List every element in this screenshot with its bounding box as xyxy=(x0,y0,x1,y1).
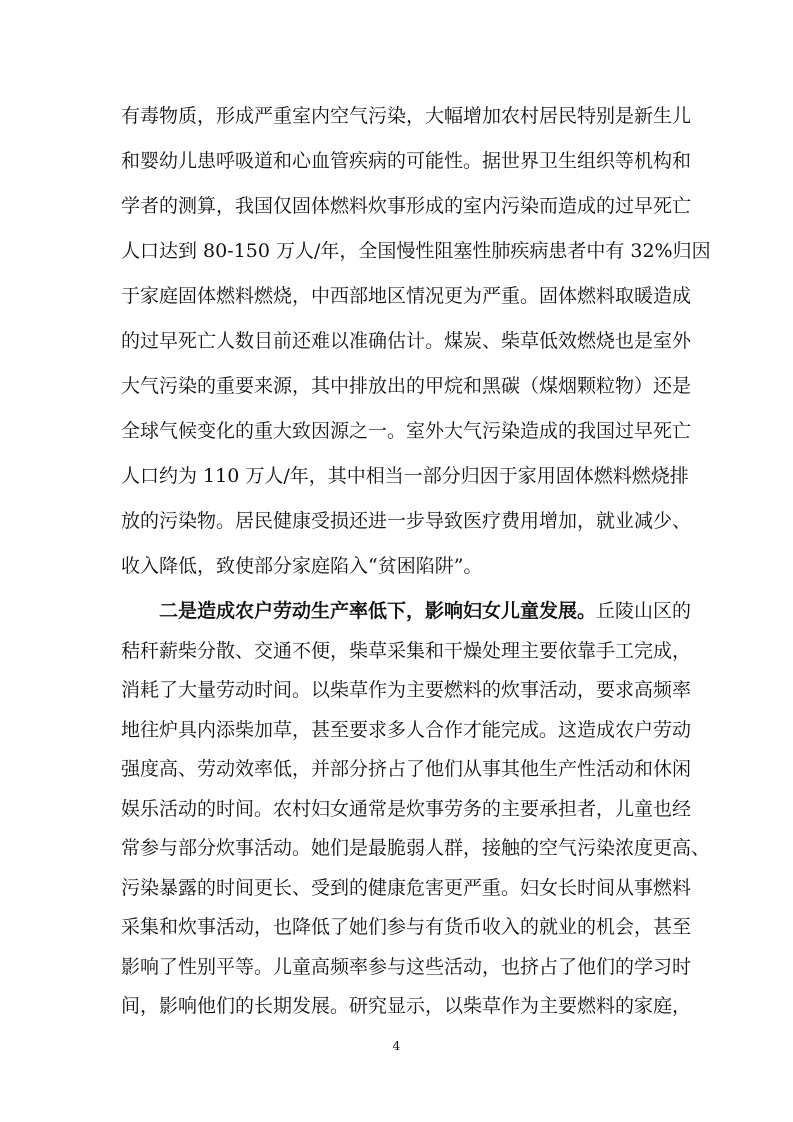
paragraph-2-line-6: 娱乐活动的时间。农村妇女通常是炊事劳务的主要承担者，儿童也经 xyxy=(121,797,692,820)
paragraph-2-line-7: 常参与部分炊事活动。她们是最脆弱人群，接触的空气污染浓度更高、 xyxy=(121,837,711,859)
paragraph-1-line-3: 学者的测算，我国仅固体燃料炊事形成的室内污染而造成的过早死亡 xyxy=(121,195,692,217)
paragraph-2-line-3: 消耗了大量劳动时间。以柴草作为主要燃料的炊事活动，要求高频率 xyxy=(121,679,692,701)
paragraph-2-line-11: 间，影响他们的长期发展。研究显示，以柴草作为主要燃料的家庭， xyxy=(121,995,692,1017)
paragraph-1-line-1: 有毒物质，形成严重室内空气污染，大幅增加农村居民特别是新生儿 xyxy=(121,105,692,127)
paragraph-1-line-2: 和婴幼儿患呼吸道和心血管疾病的可能性。据世界卫生组织等机构和 xyxy=(121,150,692,172)
paragraph-2-line-9: 采集和炊事活动，也降低了她们参与有货币收入的就业的机会，甚至 xyxy=(121,916,692,938)
paragraph-1-line-11: 收入降低，致使部分家庭陷入“贫困陷阱”。 xyxy=(121,555,483,577)
paragraph-2-line-4: 地往炉具内添柴加草，甚至要求多人合作才能完成。这造成农户劳动 xyxy=(121,718,692,741)
paragraph-1-line-8: 全球气候变化的重大致因源之一。室外大气污染造成的我国过早死亡 xyxy=(121,420,692,442)
paragraph-2-line-1 xyxy=(159,593,692,629)
paragraph-1-line-9: 人口约为 110 万人/年，其中相当一部分归因于家用固体燃料燃烧排 xyxy=(121,465,689,487)
paragraph-1-line-4: 人口达到 80-150 万人/年，全国慢性阻塞性肺疾病患者中有 32%归因 xyxy=(121,240,711,262)
paragraph-2-line-5: 强度高、劳动效率低，并部分挤占了他们从事其他生产性活动和休闲 xyxy=(121,758,692,780)
paragraph-1-line-5: 于家庭固体燃料燃烧，中西部地区情况更为严重。固体燃料取暖造成 xyxy=(121,285,692,307)
paragraph-2-first-line-rest: 丘陵山区的 xyxy=(596,600,692,622)
paragraph-2-line-2: 秸秆薪柴分散、交通不便，柴草采集和干燥处理主要依靠手工完成， xyxy=(121,639,692,662)
paragraph-1-line-6: 的过早死亡人数目前还难以准确估计。煤炭、柴草低效燃烧也是室外 xyxy=(121,330,692,352)
paragraph-1-line-10: 放的污染物。居民健康受损还进一步导致医疗费用增加，就业减少、 xyxy=(121,510,692,532)
paragraph-2-heading: 二是造成农户劳动生产率低下，影响妇女儿童发展。 xyxy=(159,600,597,622)
paragraph-2-line-8: 污染暴露的时间更长、受到的健康危害更严重。妇女长时间从事燃料 xyxy=(121,876,692,899)
paragraph-1-line-7: 大气污染的重要来源，其中排放出的甲烷和黑碳（煤烟颗粒物）还是 xyxy=(121,375,692,397)
paragraph-2-line-10: 影响了性别平等。儿童高频率参与这些活动，也挤占了他们的学习时 xyxy=(121,955,692,978)
page-number: 4 xyxy=(392,1039,401,1053)
